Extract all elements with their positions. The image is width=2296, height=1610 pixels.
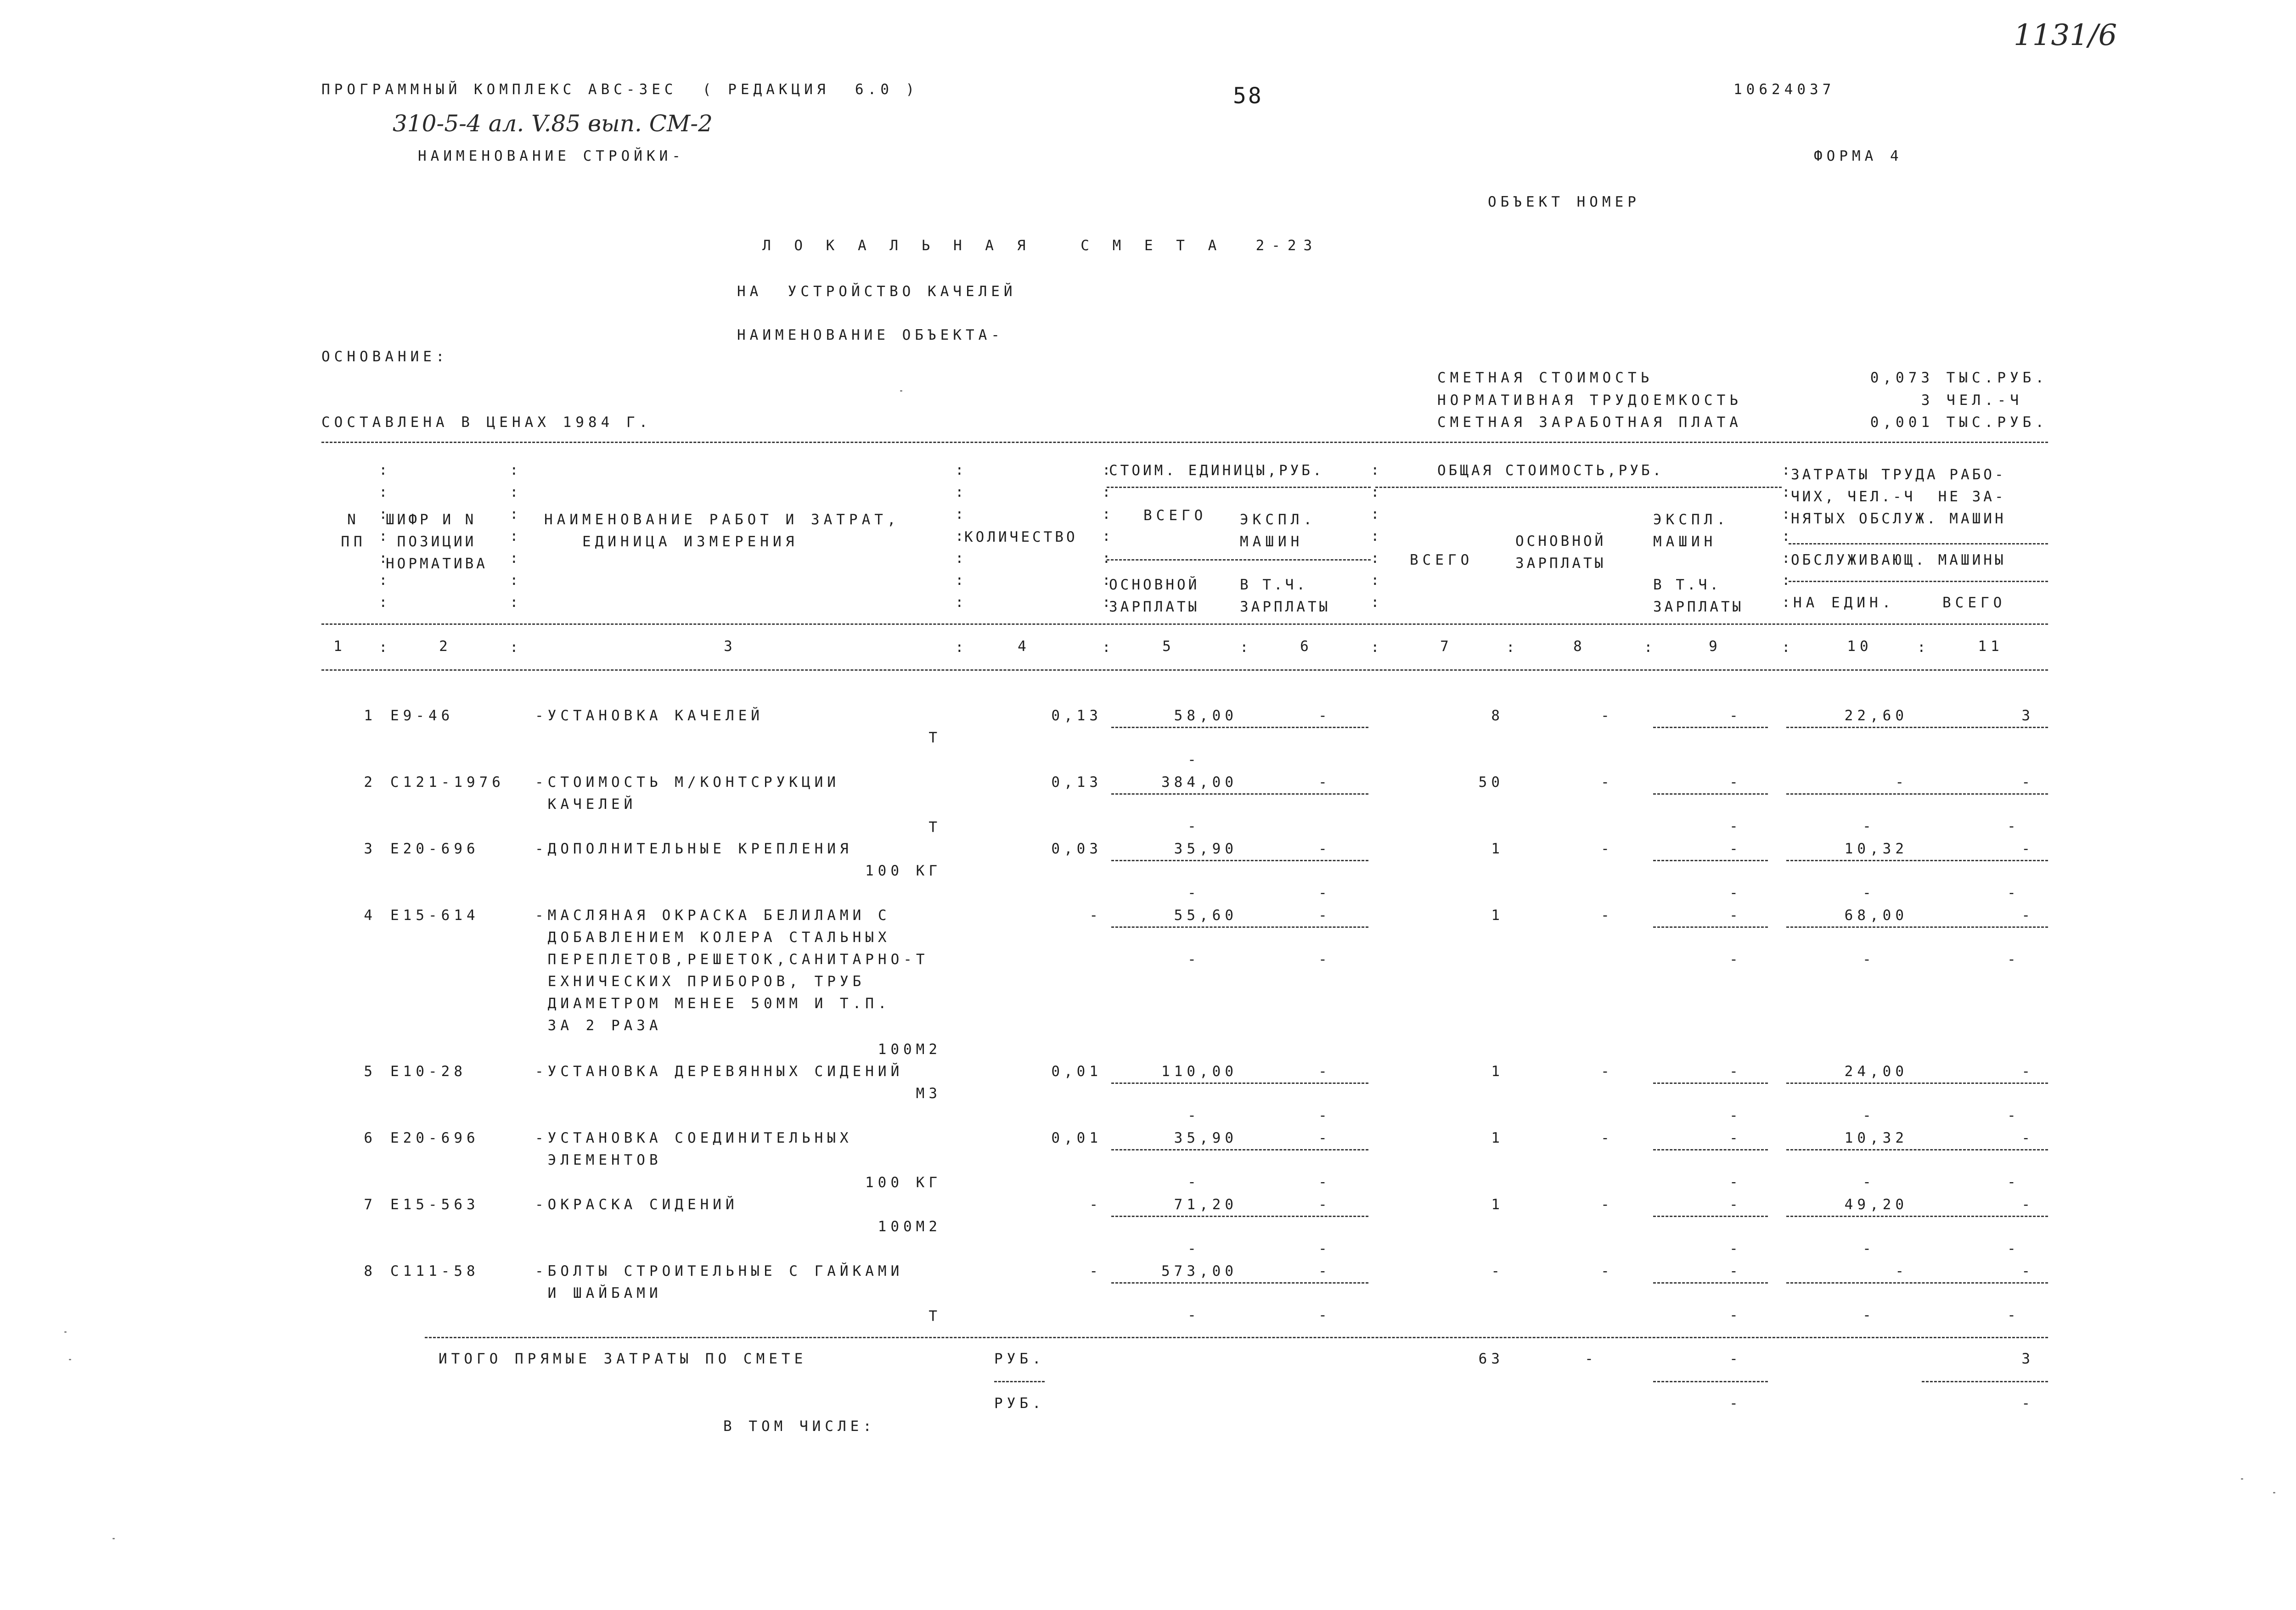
row-labor-per-unit: 24,00	[1844, 1063, 1908, 1080]
table-col-separators: : : : : : : :	[379, 462, 388, 611]
col-number-6: 6	[1300, 638, 1313, 655]
summary-labor-value: 3 ЧЕЛ.-Ч	[1921, 392, 2023, 409]
col-number-separators: :	[379, 639, 388, 656]
row-unit-wage: -	[1187, 1107, 1200, 1124]
row-total-base: -	[1601, 1196, 1614, 1213]
header-total-base-wage: ОСНОВНОЙ ЗАРПЛАТЫ	[1515, 533, 1606, 572]
header-col-npp: N ПП	[341, 511, 366, 550]
construction-name-label: НАИМЕНОВАНИЕ СТРОЙКИ-	[418, 148, 685, 164]
row-total-rule	[1653, 1083, 1768, 1084]
col-number-separators: :	[1240, 639, 1249, 656]
header-unit-machines: ЭКСПЛ. МАШИН	[1240, 511, 1316, 550]
col-number-separators: :	[1782, 639, 1790, 656]
prices-label: СОСТАВЛЕНА В ЦЕНАХ 1984 Г.	[321, 414, 652, 431]
estimate-subtitle: НА УСТРОЙСТВО КАЧЕЛЕЙ	[737, 283, 1017, 300]
row-unit: 100 КГ	[865, 863, 941, 879]
totals-top-rule	[425, 1337, 2048, 1338]
row-unit-rule	[1111, 926, 1368, 928]
row-name: -УСТАНОВКА СОЕДИНИТЕЛЬНЫХ ЭЛЕМЕНТОВ	[535, 1130, 853, 1168]
row-unit: М3	[916, 1085, 941, 1102]
row-labor-rule	[1786, 727, 2048, 728]
header-labor-service: ОБСЛУЖИВАЮЩ. МАШИНЫ	[1791, 552, 2006, 568]
row-unit-machine-wage: -	[1318, 1174, 1331, 1190]
col-number-8: 8	[1573, 638, 1586, 655]
header-unit-total: ВСЕГО	[1143, 507, 1207, 524]
row-labor-per-unit-2: -	[1863, 1307, 1875, 1324]
numbers-bottom-rule	[321, 669, 2048, 671]
row-number: 8	[364, 1263, 377, 1279]
row-labor-per-unit: 10,32	[1844, 1130, 1908, 1146]
header-labor-per-unit: НА ЕДИН.	[1793, 595, 1895, 611]
row-total: -	[1491, 1263, 1504, 1279]
col-number-4: 4	[1018, 638, 1030, 655]
row-labor-rule	[1786, 860, 2048, 861]
scan-speck	[900, 390, 902, 392]
summary-wage-label: СМЕТНАЯ ЗАРАБОТНАЯ ПЛАТА	[1437, 414, 1742, 431]
doc-code: 10624037	[1733, 81, 1835, 98]
row-total-machines: -	[1729, 1130, 1742, 1146]
row-total: 1	[1491, 1063, 1504, 1080]
row-total-machines: -	[1729, 1263, 1742, 1279]
row-unit-machines: -	[1318, 1263, 1331, 1279]
row-number: 1	[364, 707, 377, 724]
row-unit: 100 КГ	[865, 1174, 941, 1191]
row-qty: 0,13	[1051, 774, 1102, 791]
row-total-machine-wage: -	[1729, 885, 1742, 901]
row-unit-machine-wage: -	[1318, 951, 1331, 968]
row-total: 50	[1478, 774, 1504, 791]
program-line: ПРОГРАММНЫЙ КОМПЛЕКС АВС-3ЕС ( РЕДАКЦИЯ 6.0 )	[321, 81, 919, 98]
row-unit-wage: -	[1187, 885, 1200, 901]
row-unit-wage: -	[1187, 1174, 1200, 1190]
row-labor-total: -	[2021, 1263, 2034, 1279]
row-unit-wage: -	[1187, 818, 1200, 835]
row-unit-rule	[1111, 793, 1368, 795]
row-number: 5	[364, 1063, 377, 1080]
col-number-1: 1	[333, 638, 346, 655]
row-labor-per-unit-2: -	[1863, 1107, 1875, 1124]
col-number-separators: :	[1371, 639, 1379, 656]
header-total-machines: ЭКСПЛ. МАШИН	[1653, 511, 1729, 550]
row-unit-machine-wage: -	[1318, 1240, 1331, 1257]
table-col-separators: : : : : : : :	[1782, 462, 1790, 611]
scan-speck	[2273, 1492, 2275, 1493]
scan-speck	[69, 1359, 71, 1360]
row-labor-total: -	[2021, 1130, 2034, 1146]
row-total-base: -	[1601, 774, 1614, 791]
row-labor-per-unit: -	[1895, 1263, 1908, 1279]
scan-speck	[113, 1538, 115, 1539]
row-unit-total: 55,60	[1174, 907, 1238, 924]
row-number: 2	[364, 774, 377, 791]
row-unit-machines: -	[1318, 1063, 1331, 1080]
row-code: Е15-614	[390, 907, 479, 924]
row-total-rule	[1653, 1149, 1768, 1150]
row-total-machine-wage: -	[1729, 951, 1742, 968]
row-total: 1	[1491, 1130, 1504, 1146]
row-labor-per-unit-2: -	[1863, 885, 1875, 901]
scan-speck	[64, 1331, 67, 1333]
row-unit-total: 58,00	[1174, 707, 1238, 724]
totals-unit-2: РУБ.	[994, 1395, 1045, 1412]
col-number-2: 2	[439, 638, 452, 655]
row-labor-total-2: -	[2007, 818, 2020, 835]
col-number-separators: :	[510, 639, 518, 656]
row-unit-total: 71,20	[1174, 1196, 1238, 1213]
row-unit-machines: -	[1318, 841, 1331, 857]
totals-unit-rule	[994, 1381, 1045, 1382]
col-number-separators: :	[1917, 639, 1926, 656]
row-unit-total: 35,90	[1174, 841, 1238, 857]
row-labor-per-unit-2: -	[1863, 1174, 1875, 1190]
row-unit: Т	[929, 1308, 941, 1324]
estimate-title: Л О К А Л Ь Н А Я С М Е Т А 2-23	[762, 237, 1320, 254]
col-number-separators: :	[955, 639, 964, 656]
row-qty: 0,03	[1051, 841, 1102, 857]
row-labor-per-unit-2: -	[1863, 1240, 1875, 1257]
row-unit: 100М2	[878, 1218, 941, 1235]
row-labor-per-unit-2: -	[1863, 951, 1875, 968]
scan-speck	[2241, 1478, 2243, 1480]
col-number-3: 3	[724, 638, 737, 655]
row-total-base: -	[1601, 841, 1614, 857]
rule-total-cost	[1375, 487, 1782, 488]
object-number-label: ОБЪЕКТ НОМЕР	[1488, 194, 1640, 210]
header-unit-incl-wage: В Т.Ч. ЗАРПЛАТЫ	[1240, 577, 1331, 615]
header-total-cost: ОБЩАЯ СТОИМОСТЬ,РУБ.	[1437, 462, 1664, 479]
row-total-machines: -	[1729, 774, 1742, 791]
row-code: Е9-46	[390, 707, 454, 724]
row-unit-wage: -	[1187, 752, 1200, 768]
row-total: 1	[1491, 1196, 1504, 1213]
row-unit-machine-wage: -	[1318, 1307, 1331, 1324]
row-unit-wage: -	[1187, 1307, 1200, 1324]
row-total-machine-wage: -	[1729, 1107, 1742, 1124]
col-number-10: 10	[1847, 638, 1873, 655]
header-unit-cost: СТОИМ. ЕДИНИЦЫ,РУБ.	[1109, 462, 1324, 479]
row-total-rule	[1653, 727, 1768, 728]
row-total-machine-wage: -	[1729, 1174, 1742, 1190]
header-col-qty: КОЛИЧЕСТВО	[964, 529, 1078, 545]
object-name-label: НАИМЕНОВАНИЕ ОБЪЕКТА-	[737, 327, 1004, 343]
summary-cost-label: СМЕТНАЯ СТОИМОСТЬ	[1437, 370, 1654, 386]
row-total-rule	[1653, 860, 1768, 861]
row-unit-wage: -	[1187, 951, 1200, 968]
row-unit-total: 384,00	[1161, 774, 1238, 791]
row-unit-total: 110,00	[1161, 1063, 1238, 1080]
row-unit-total: 35,90	[1174, 1130, 1238, 1146]
row-labor-total-2: -	[2007, 1107, 2020, 1124]
header-bottom-rule	[321, 623, 2048, 625]
row-unit: Т	[929, 729, 941, 746]
rule-unit-cost	[1107, 487, 1371, 488]
row-labor-rule	[1786, 793, 2048, 795]
row-unit-total: 573,00	[1161, 1263, 1238, 1279]
row-labor-per-unit: -	[1895, 774, 1908, 791]
row-labor-total: -	[2021, 907, 2034, 924]
totals-base: -	[1585, 1351, 1598, 1367]
row-code: С111-58	[390, 1263, 479, 1279]
row-name: -УСТАНОВКА КАЧЕЛЕЙ	[535, 707, 764, 724]
row-number: 6	[364, 1130, 377, 1146]
row-total-base: -	[1601, 907, 1614, 924]
table-col-separators: : : : : : : :	[1371, 462, 1379, 611]
row-total-machines: -	[1729, 907, 1742, 924]
row-number: 3	[364, 841, 377, 857]
row-total-rule	[1653, 1282, 1768, 1284]
table-col-separators: : : : : : : :	[955, 462, 964, 611]
totals-mach-2: -	[1729, 1395, 1742, 1412]
row-labor-total-2: -	[2007, 885, 2020, 901]
totals-total: 63	[1478, 1351, 1504, 1367]
row-total-machines: -	[1729, 841, 1742, 857]
row-unit-rule	[1111, 1282, 1368, 1284]
summary-cost-value: 0,073 ТЫС.РУБ.	[1870, 370, 2048, 386]
summary-labor-label: НОРМАТИВНАЯ ТРУДОЕМКОСТЬ	[1437, 392, 1742, 409]
row-labor-rule	[1786, 926, 2048, 928]
row-code: Е20-696	[390, 841, 479, 857]
row-unit-machines: -	[1318, 707, 1331, 724]
row-name: -СТОИМОСТЬ М/КОНТСРУКЦИИ КАЧЕЛЕЙ	[535, 774, 840, 813]
row-name: -МАСЛЯНАЯ ОКРАСКА БЕЛИЛАМИ С ДОБАВЛЕНИЕМ КОЛЕРА СТАЛЬНЫХ ПЕРЕПЛЕТОВ,РЕШЕТОК,САНИТАРНО-Т ЕХНИЧЕСКИХ ПРИБОРОВ, ТРУБ ДИАМЕТРОМ МЕНЕЕ 50ММ И Т.П. ЗА 2 РАЗА	[535, 907, 929, 1034]
table-col-separators: : : : : : : :	[1102, 462, 1111, 611]
header-col-code: ШИФР И N ПОЗИЦИИ НОРМАТИВА	[386, 511, 488, 572]
row-labor-rule	[1786, 1149, 2048, 1150]
header-unit-base-wage: ОСНОВНОЙ ЗАРПЛАТЫ	[1109, 577, 1200, 615]
row-unit: 100М2	[878, 1041, 941, 1058]
row-labor-per-unit-2: -	[1863, 818, 1875, 835]
row-number: 7	[364, 1196, 377, 1213]
row-unit-machines: -	[1318, 774, 1331, 791]
header-total-incl-wage: В Т.Ч. ЗАРПЛАТЫ	[1653, 577, 1744, 615]
form-label: ФОРМА 4	[1814, 148, 1903, 164]
row-total: 8	[1491, 707, 1504, 724]
col-number-separators: :	[1102, 639, 1111, 656]
header-total-all: ВСЕГО	[1410, 552, 1474, 568]
handwritten-reference: 310-5-4 ал. V.85 вып. СМ-2	[393, 110, 713, 137]
row-labor-per-unit: 10,32	[1844, 841, 1908, 857]
totals-mach-rule	[1653, 1381, 1768, 1382]
row-code: С121-1976	[390, 774, 505, 791]
row-name: -ОКРАСКА СИДЕНИЙ	[535, 1196, 738, 1213]
row-labor-total-2: -	[2007, 1240, 2020, 1257]
row-unit-machine-wage: -	[1318, 885, 1331, 901]
row-total-machine-wage: -	[1729, 1307, 1742, 1324]
rule-labor-1	[1789, 543, 2048, 544]
totals-unit: РУБ.	[994, 1351, 1045, 1367]
totals-mach: -	[1729, 1351, 1742, 1367]
table-col-separators: : : : : : : :	[510, 462, 518, 611]
row-labor-total: -	[2021, 774, 2034, 791]
row-unit-rule	[1111, 1083, 1368, 1084]
row-labor-total-2: -	[2007, 1174, 2020, 1190]
row-labor-per-unit: 49,20	[1844, 1196, 1908, 1213]
row-labor-per-unit: 22,60	[1844, 707, 1908, 724]
row-labor-total: 3	[2021, 707, 2034, 724]
totals-labor-2: -	[2021, 1395, 2034, 1412]
header-labor-total: ВСЕГО	[1942, 595, 2006, 611]
row-unit-machines: -	[1318, 907, 1331, 924]
row-qty: 0,01	[1051, 1063, 1102, 1080]
row-total-machines: -	[1729, 707, 1742, 724]
col-number-5: 5	[1162, 638, 1175, 655]
row-labor-per-unit: 68,00	[1844, 907, 1908, 924]
row-number: 4	[364, 907, 377, 924]
row-unit-machine-wage: -	[1318, 1107, 1331, 1124]
rule-labor-2	[1789, 581, 2048, 582]
row-total: 1	[1491, 841, 1504, 857]
col-number-separators: :	[1644, 639, 1653, 656]
row-total-machine-wage: -	[1729, 1240, 1742, 1257]
totals-labor: 3	[2021, 1351, 2034, 1367]
col-number-9: 9	[1709, 638, 1722, 655]
table-top-rule	[321, 442, 2048, 443]
header-labor: ЗАТРАТЫ ТРУДА РАБО- ЧИХ, ЧЕЛ.-Ч НЕ ЗА- НЯТЫХ ОБСЛУЖ. МАШИН	[1791, 466, 2006, 527]
row-code: Е20-696	[390, 1130, 479, 1146]
row-total-machine-wage: -	[1729, 818, 1742, 835]
basis-label: ОСНОВАНИЕ:	[321, 348, 449, 365]
totals-label: ИТОГО ПРЯМЫЕ ЗАТРАТЫ ПО СМЕТЕ	[439, 1351, 807, 1367]
row-total: 1	[1491, 907, 1504, 924]
row-total-rule	[1653, 1216, 1768, 1217]
row-labor-total: -	[2021, 1196, 2034, 1213]
row-total-machines: -	[1729, 1063, 1742, 1080]
row-total-base: -	[1601, 1263, 1614, 1279]
header-col-name: НАИМЕНОВАНИЕ РАБОТ И ЗАТРАТ, ЕДИНИЦА ИЗМЕРЕНИЯ	[544, 511, 900, 550]
row-total-machines: -	[1729, 1196, 1742, 1213]
row-qty: -	[1089, 1263, 1102, 1279]
row-unit-machines: -	[1318, 1130, 1331, 1146]
row-qty: 0,13	[1051, 707, 1102, 724]
row-labor-total: -	[2021, 1063, 2034, 1080]
row-labor-total: -	[2021, 841, 2034, 857]
row-labor-rule	[1786, 1083, 2048, 1084]
totals-labor-rule	[1922, 1381, 2048, 1382]
col-number-7: 7	[1440, 638, 1453, 655]
row-unit: Т	[929, 819, 941, 836]
row-code: Е15-563	[390, 1196, 479, 1213]
corner-handwritten-number: 1131/6	[2014, 18, 2117, 52]
totals-including: В ТОМ ЧИСЛЕ:	[723, 1418, 876, 1435]
row-unit-wage: -	[1187, 1240, 1200, 1257]
row-total-base: -	[1601, 1130, 1614, 1146]
row-unit-rule	[1111, 1216, 1368, 1217]
col-number-11: 11	[1978, 638, 2003, 655]
row-qty: -	[1089, 907, 1102, 924]
row-total-base: -	[1601, 1063, 1614, 1080]
row-name: -БОЛТЫ СТРОИТЕЛЬНЫЕ С ГАЙКАМИ И ШАЙБАМИ	[535, 1263, 904, 1301]
row-qty: -	[1089, 1196, 1102, 1213]
page-number: 58	[1233, 83, 1263, 109]
row-unit-rule	[1111, 727, 1368, 728]
summary-wage-value: 0,001 ТЫС.РУБ.	[1870, 414, 2048, 431]
row-qty: 0,01	[1051, 1130, 1102, 1146]
row-labor-rule	[1786, 1216, 2048, 1217]
row-code: Е10-28	[390, 1063, 467, 1080]
row-unit-rule	[1111, 860, 1368, 861]
rule-unit-sub	[1107, 559, 1371, 561]
row-labor-rule	[1786, 1282, 2048, 1284]
row-unit-machines: -	[1318, 1196, 1331, 1213]
row-name: -УСТАНОВКА ДЕРЕВЯННЫХ СИДЕНИЙ	[535, 1063, 904, 1080]
row-total-rule	[1653, 793, 1768, 795]
row-total-base: -	[1601, 707, 1614, 724]
row-labor-total-2: -	[2007, 1307, 2020, 1324]
row-labor-total-2: -	[2007, 951, 2020, 968]
row-total-rule	[1653, 926, 1768, 928]
row-name: -ДОПОЛНИТЕЛЬНЫЕ КРЕПЛЕНИЯ	[535, 841, 853, 857]
col-number-separators: :	[1506, 639, 1515, 656]
row-unit-rule	[1111, 1149, 1368, 1150]
